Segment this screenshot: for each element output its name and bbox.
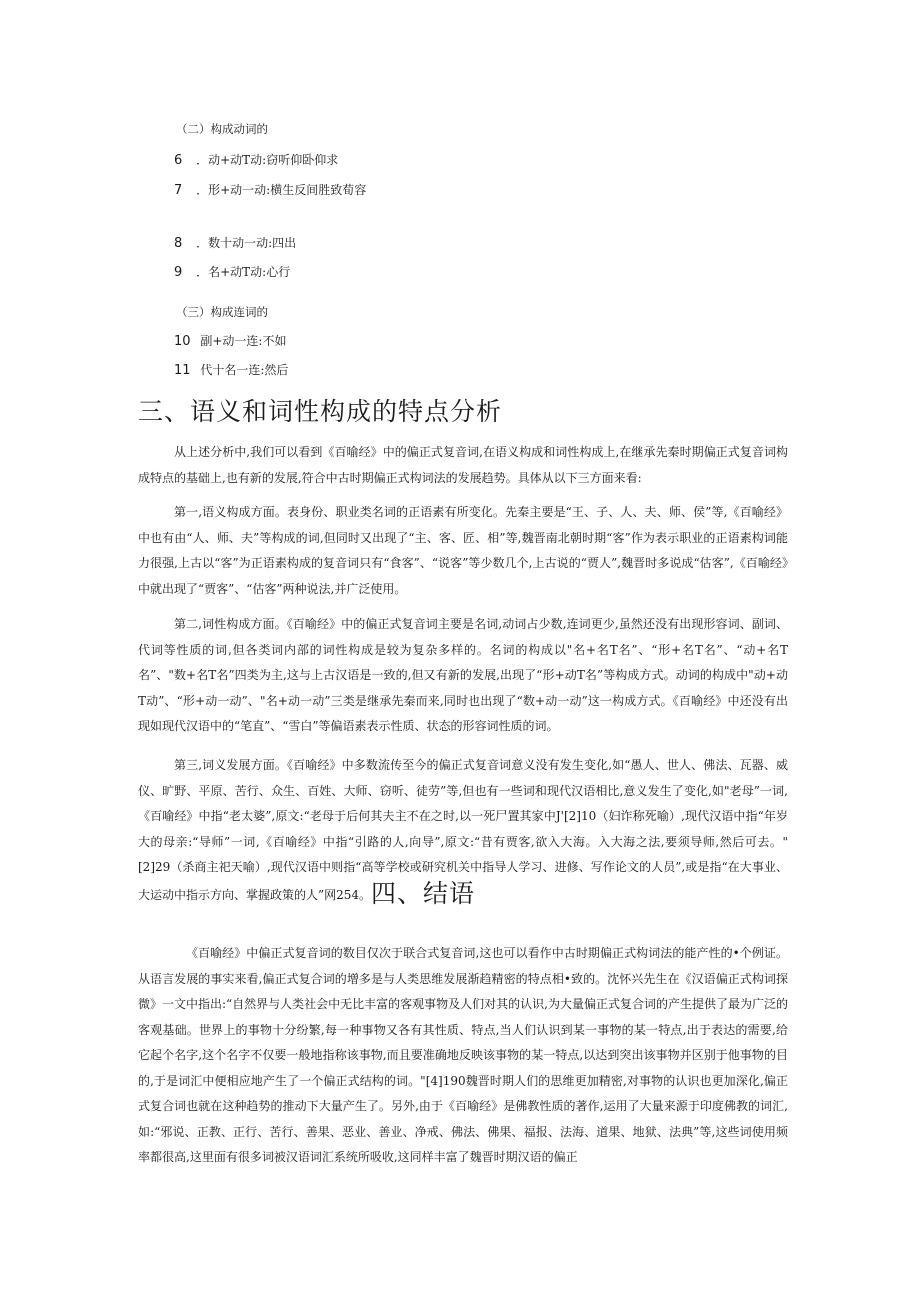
section-heading: 三、语义和词性构成的特点分析 (138, 397, 503, 426)
item-text: 代十名一连:然后 (200, 363, 289, 377)
item-text: 副+动一连:不如 (200, 334, 287, 348)
paragraph-second: 第二,词性构成方面。《百喻经》中的偏正式复音词主要是名词,动词占少数,连词更少,虽然还没有出现形容词、副词、代词等性质的词,但各类词内部的词性构成是较为复杂多样的。名词的构成以"名+名T名”、“形+名T名”、“动+名T名”、"数+名T名”四类为主,这与上古汉语是一致的,但又有新的发展,出现了“形+动T名”等构成方式。动词的构成中"动+动T动”、“形+动一动”、"名+动一动”三类是继承先秦而来,同时也出现了“数+动一动”这一构成方式。《百喻经》中还没有出现如现代汉语中的“笔直”、“雪白”等偏语素表示性质、状态的形容词性质的词。 (138, 617, 788, 733)
item-text: ．名+动T动:心行 (196, 265, 291, 279)
section-heading-conclusion: 四、结语 (371, 878, 476, 908)
list-item (174, 152, 338, 169)
list-item (174, 182, 366, 199)
item-text: ．数十动一动:四出 (196, 236, 297, 250)
list-item (174, 264, 290, 281)
item-number: 9 (174, 265, 183, 280)
item-number: 8 (174, 236, 183, 251)
item-number: 10 (174, 334, 191, 349)
paragraph-third (138, 753, 788, 908)
paragraph-conclusion: 《百喻经》中偏正式复音词的数目仅次于联合式复音词,这也可以看作中古时期偏正式构词法的能产性的•个例证。从语言发展的事实来看,偏正式复合词的增多是与人类思维发展渐趋精密的特点相•致的。沈怀兴先生在《汉语偏正式构词探微》一文中指出:“自然界与人类社会中无比丰富的客观事物及人们对其的认识,为大量偏正式复合词的产生提供了最为广泛的客观基础。世界上的事物十分纷繁,每一种事物又各有其性质、特点,当人们认识到某一事物的某一特点,出于表达的需要,给它起个名字,这个名字不仅要一般地指称该事物,而且要准确地反映该事物的某一特点,以达到突出该事物并区别于他事物的目的,于是词汇中便相应地产生了一个偏正式结构的词。"[4]190魏晋时期人们的思维更加精密,对事物的认识也更加深化,偏正式复合词也就在这种趋势的推动下大量产生了。另外,由于《百喻经》是佛教性质的著作,运用了大量来源于印度佛教的词汇,如:“邪说、正教、正行、苦行、善果、恶业、善业、净戒、佛法、佛果、福报、法海、道果、地狱、法典”等,这些词使用频率都很高,这里面有很多词被汉语词汇系统所吸收,这同样丰富了魏晋时期汉语的偏正 (138, 946, 788, 1164)
item-text: ．动+动T动:窃听仰卧仰求 (196, 153, 339, 167)
paragraph-first: 第一,语义构成方面。表身份、职业类名词的正语素有所变化。先秦主要是“王、子、人、夫、师、侯”等,《百喻经》中也有由“人、师、夫”等构成的词,但同时又出现了“主、客、匠、相”等,魏晋南北朝时期“客”作为表示职业的正语素构词能力很强,上古以“客”为正语素构成的复音词只有“食客”、“说客”等少数几个,上古说的“贾人”,魏晋时多说成“估客”,《百喻经》中就出现了“贾客”、“估客”两种说法,并广泛使用。 (138, 505, 788, 596)
item-number: 7 (174, 183, 183, 198)
section3-title: （三）构成连词的 (176, 305, 268, 319)
list-item (174, 235, 296, 252)
paragraph-intro: 从上述分析中,我们可以看到《百喻经》中的偏正式复音词,在语义构成和词性构成上,在继承先秦时期偏正式复音词构成特点的基础上,也有新的发展,符合中古时期偏正式构词法的发展趋势。具体从以下三方面来看: (138, 445, 788, 485)
paragraph-third-text: 第三,词义发展方面。《百喻经》中多数流传至今的偏正式复音词意义没有发生变化,如“愚人、世人、佛法、瓦器、威仪、旷野、平原、苦行、众生、百姓、大师、窃听、徒劳”等,但也有一些词和现代汉语相比,意义发生了变化,如"老母”一词,《百喻经》中指“老太婆”,原文:“老母于后何其夫主不在之时,以一死尸置其家中J'[2]10（妇诈称死喻）,现代汉语中指“年岁大的母亲:“导师”一词,《百喻经》中指“引路的人,向导”,原文:“昔有贾客,欲入大海。入大海之法,要须导师,然后可去。"[2]29（杀商主祀天喻）,现代汉语中则指“高等学校或研究机关中指导人学习、进修、写作论文的人员”,或是指“在大事业、大运动中指示方向、掌握政策的人”网254。 (138, 758, 788, 902)
item-text: ．形+动一动:横生反间胜致荀容 (196, 183, 367, 197)
section2-title: （二）构成动词的 (176, 122, 268, 136)
item-number: 6 (174, 153, 183, 168)
item-number: 11 (174, 363, 191, 378)
list-item (174, 333, 286, 350)
list-item (174, 362, 288, 379)
